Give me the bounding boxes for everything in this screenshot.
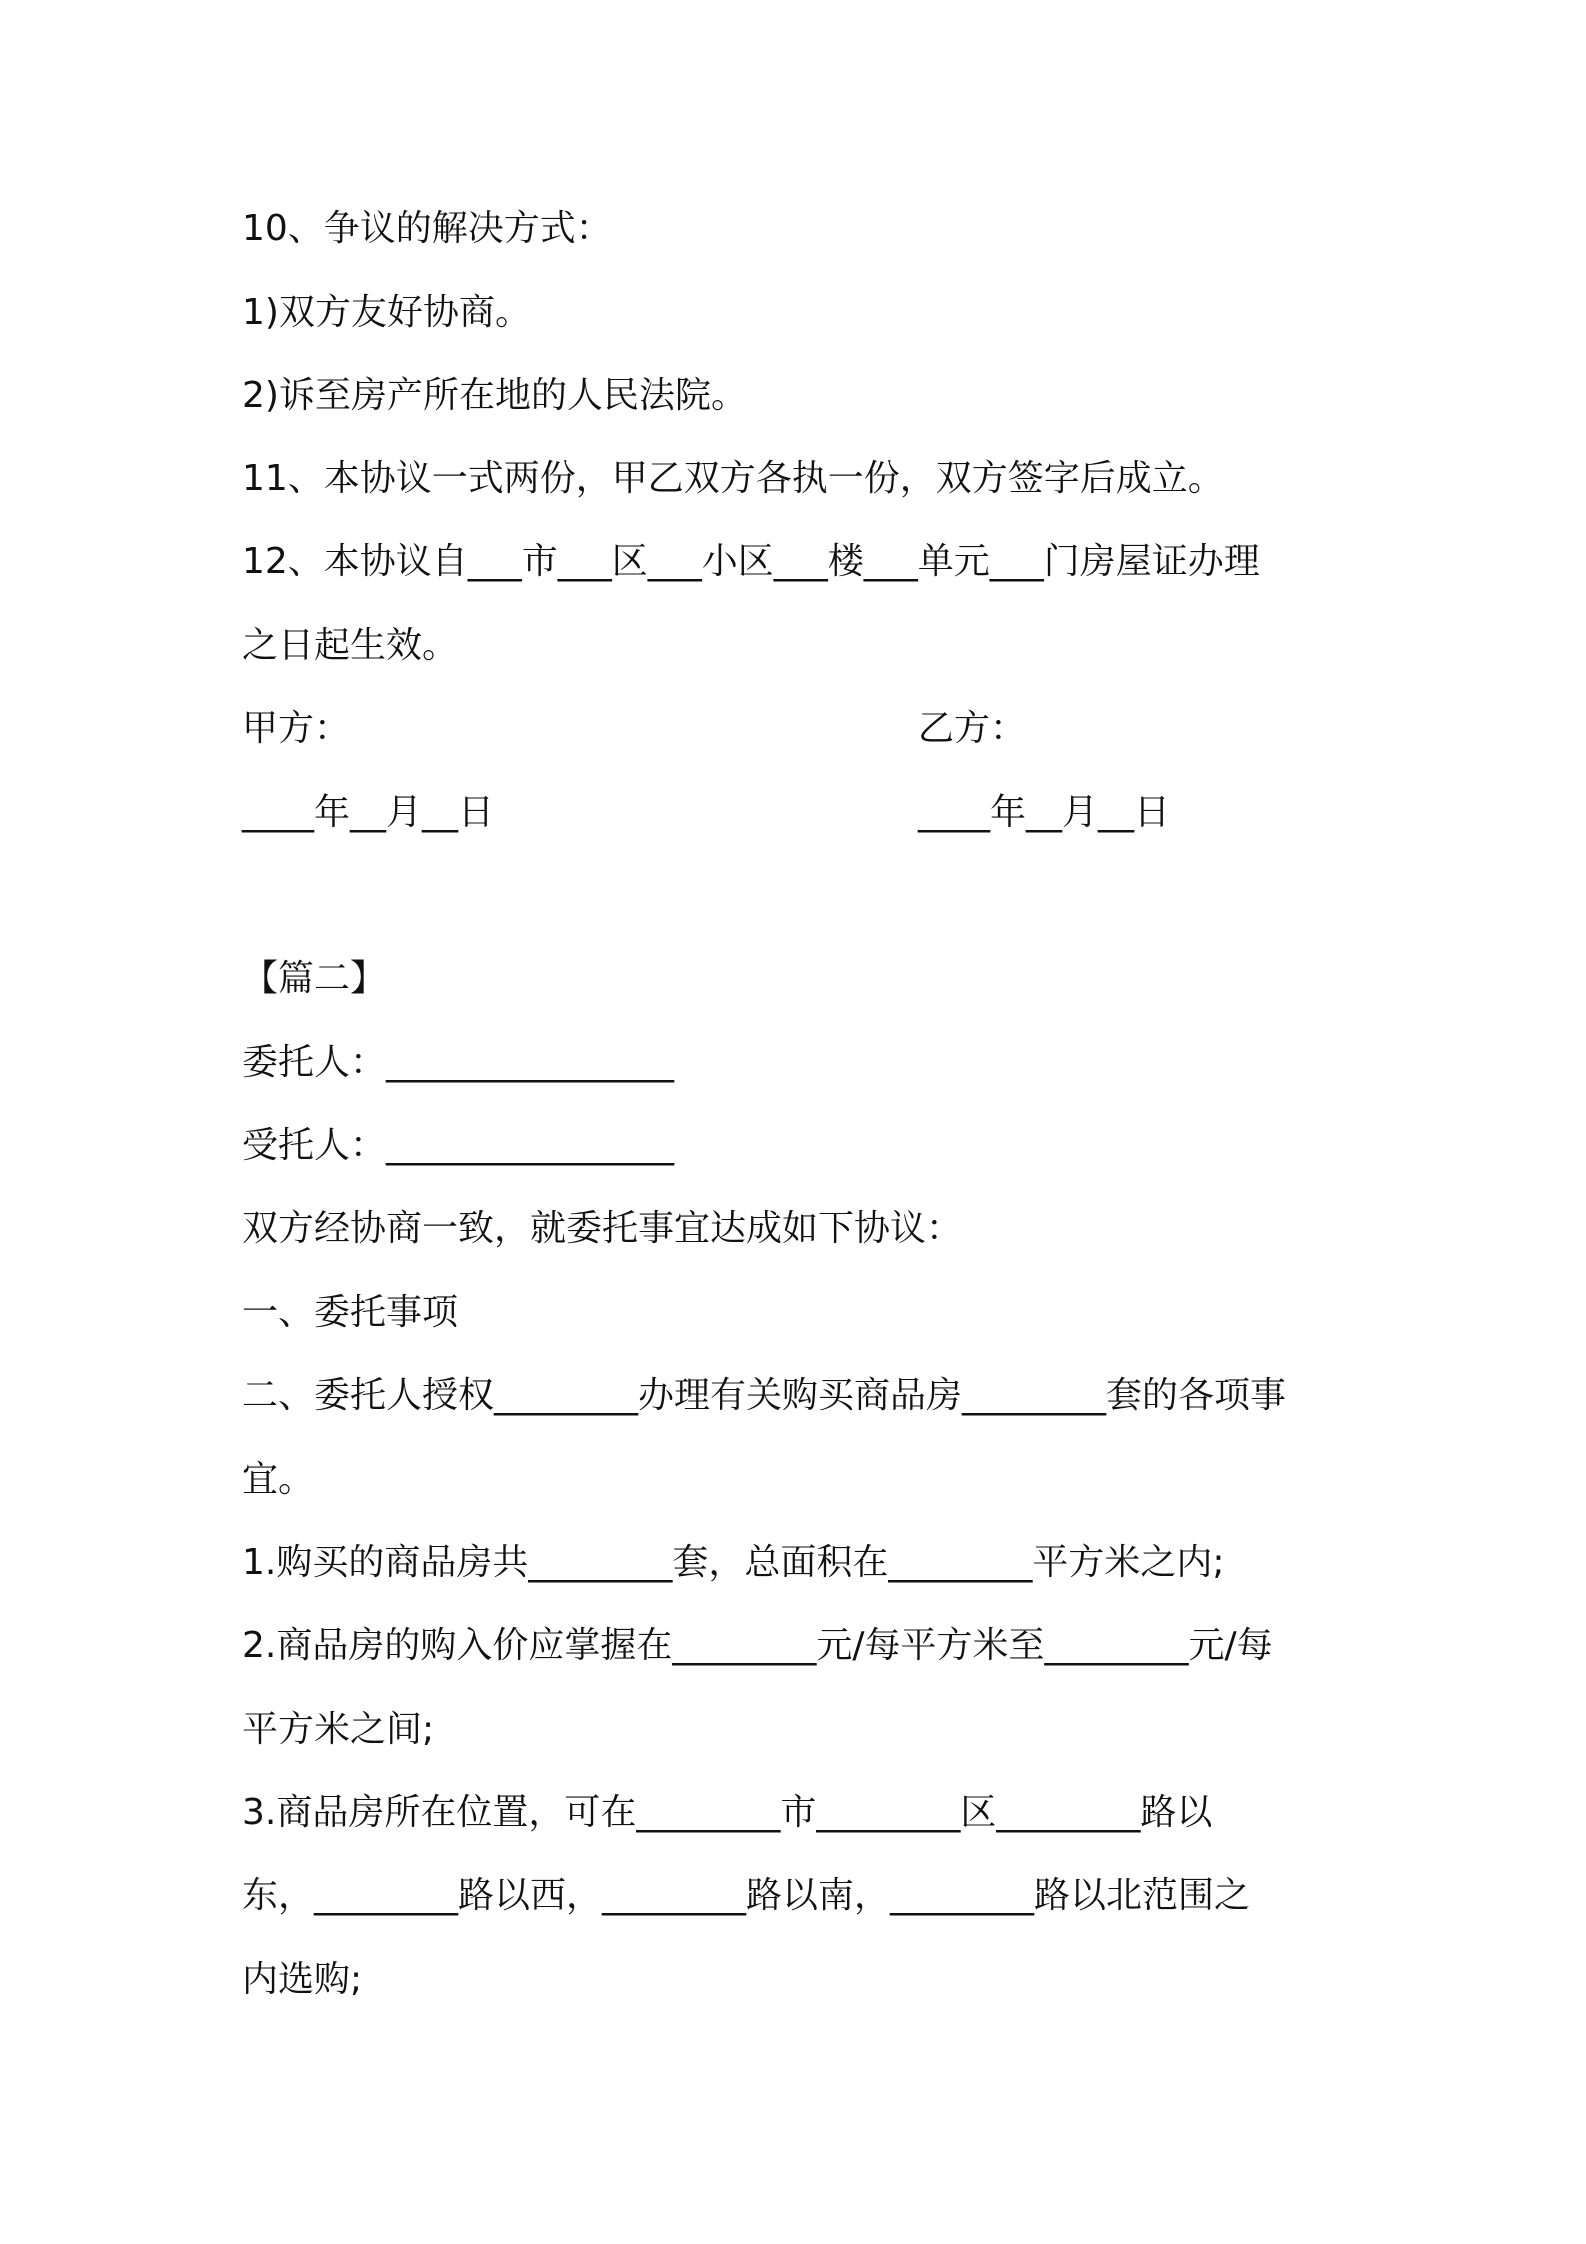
clause-10-option-2: 2)诉至房产所在地的人民法院。: [242, 375, 747, 416]
party-b-label: 乙方：: [918, 708, 1027, 749]
party-a-label: 甲方：: [242, 708, 351, 749]
party-b-date: ____年__月__日: [918, 792, 1171, 833]
point-3-line-3: 内选购;: [242, 1959, 363, 2000]
party-a-date: ____年__月__日: [242, 792, 495, 833]
point-3-line-2: 东，________路以西，________路以南，________路以北范围之: [242, 1875, 1251, 1916]
clause-10-title: 10、争议的解决方式：: [242, 208, 612, 249]
clause-12-line-1: 12、本协议自___市___区___小区___楼___单元___门房屋证办理: [242, 541, 1260, 582]
item-2-line-2: 宜。: [242, 1459, 315, 1500]
clause-12-line-2: 之日起生效。: [242, 625, 459, 666]
point-3-line-1: 3.商品房所在位置，可在________市________区________路以: [242, 1792, 1213, 1833]
item-1: 一、委托事项: [242, 1292, 459, 1333]
clause-10-option-1: 1)双方友好协商。: [242, 292, 531, 333]
point-2-line-1: 2.商品房的购入价应掌握在________元/每平方米至________元/每: [242, 1625, 1273, 1666]
point-2-line-2: 平方米之间;: [242, 1709, 435, 1750]
point-1: 1.购买的商品房共________套，总面积在________平方米之内;: [242, 1542, 1225, 1583]
section-heading: 【篇二】: [242, 958, 387, 999]
item-2-line-1: 二、委托人授权________办理有关购买商品房________套的各项事: [242, 1375, 1287, 1416]
agent-line: 受托人：________________: [242, 1125, 675, 1166]
agreement-intro: 双方经协商一致，就委托事宜达成如下协议：: [242, 1208, 963, 1249]
principal-line: 委托人：________________: [242, 1042, 675, 1083]
clause-11: 11、本协议一式两份，甲乙双方各执一份，双方签字后成立。: [242, 458, 1224, 499]
